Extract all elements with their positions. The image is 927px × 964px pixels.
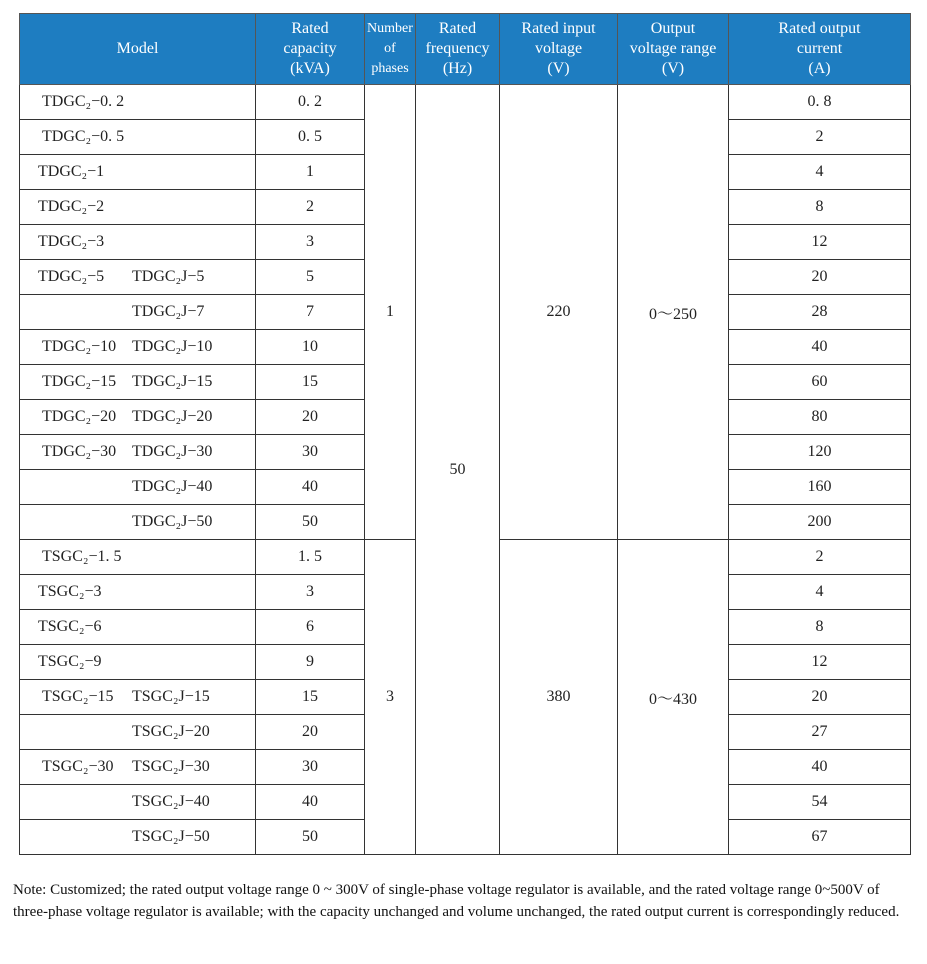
table-row bbox=[20, 85, 911, 120]
current-cell: 200 bbox=[729, 505, 911, 540]
model-secondary: TDGC₂J−7 bbox=[132, 303, 205, 320]
capacity-cell: 7 bbox=[256, 295, 365, 330]
capacity-cell: 20 bbox=[256, 715, 365, 750]
capacity-cell: 20 bbox=[256, 400, 365, 435]
model-secondary: TDGC₂J−20 bbox=[132, 408, 213, 425]
current-cell: 67 bbox=[729, 820, 911, 855]
current-cell: 20 bbox=[729, 680, 911, 715]
model-primary: TDGC₂−2 bbox=[38, 198, 105, 215]
header-frequency: Rated frequency (Hz) bbox=[416, 14, 500, 85]
current-cell: 28 bbox=[729, 295, 911, 330]
capacity-cell: 30 bbox=[256, 750, 365, 785]
header-row bbox=[20, 14, 911, 85]
current-cell: 8 bbox=[729, 610, 911, 645]
model-secondary: TDGC₂J−10 bbox=[132, 338, 213, 355]
current-cell: 12 bbox=[729, 645, 911, 680]
model-cell bbox=[20, 645, 256, 680]
model-cell bbox=[20, 610, 256, 645]
current-cell: 4 bbox=[729, 155, 911, 190]
model-cell bbox=[20, 715, 256, 750]
model-primary: TSGC₂−6 bbox=[38, 618, 102, 635]
model-secondary: TSGC₂J−20 bbox=[132, 723, 210, 740]
model-cell bbox=[20, 750, 256, 785]
input-voltage-three: 380 bbox=[500, 540, 618, 855]
model-cell bbox=[20, 435, 256, 470]
model-cell bbox=[20, 505, 256, 540]
header-phases: Number of phases bbox=[365, 14, 416, 85]
model-primary: TSGC₂−9 bbox=[38, 653, 102, 670]
phases-three: 3 bbox=[365, 540, 416, 855]
capacity-cell: 30 bbox=[256, 435, 365, 470]
model-secondary: TDGC₂J−15 bbox=[132, 373, 213, 390]
model-cell bbox=[20, 120, 256, 155]
header-capacity: Rated capacity (kVA) bbox=[256, 14, 365, 85]
current-cell: 2 bbox=[729, 120, 911, 155]
capacity-cell: 9 bbox=[256, 645, 365, 680]
frequency-cell: 50 bbox=[416, 85, 500, 855]
model-cell bbox=[20, 680, 256, 715]
model-cell bbox=[20, 785, 256, 820]
capacity-cell: 2 bbox=[256, 190, 365, 225]
header-output-range: Output voltage range (V) bbox=[618, 14, 729, 85]
model-primary: TDGC₂−3 bbox=[38, 233, 105, 250]
model-cell bbox=[20, 820, 256, 855]
model-cell bbox=[20, 330, 256, 365]
capacity-cell: 15 bbox=[256, 680, 365, 715]
header-output-current: Rated output current (A) bbox=[729, 14, 911, 85]
model-primary: TDGC₂−0. 5 bbox=[42, 128, 125, 145]
current-cell: 80 bbox=[729, 400, 911, 435]
current-cell: 20 bbox=[729, 260, 911, 295]
input-voltage-single: 220 bbox=[500, 85, 618, 540]
model-cell bbox=[20, 400, 256, 435]
output-range-single: 0～250 bbox=[618, 85, 729, 540]
capacity-cell: 1 bbox=[256, 155, 365, 190]
capacity-cell: 3 bbox=[256, 225, 365, 260]
model-secondary: TDGC₂J−50 bbox=[132, 513, 213, 530]
phases-single: 1 bbox=[365, 85, 416, 540]
model-cell bbox=[20, 470, 256, 505]
model-primary: TSGC₂−3 bbox=[38, 583, 102, 600]
current-cell: 120 bbox=[729, 435, 911, 470]
model-secondary: TDGC₂J−5 bbox=[132, 268, 205, 285]
model-cell bbox=[20, 155, 256, 190]
capacity-cell: 40 bbox=[256, 785, 365, 820]
spec-table bbox=[19, 13, 911, 855]
capacity-cell: 15 bbox=[256, 365, 365, 400]
model-primary: TDGC₂−1 bbox=[38, 163, 105, 180]
current-cell: 8 bbox=[729, 190, 911, 225]
current-cell: 54 bbox=[729, 785, 911, 820]
current-cell: 40 bbox=[729, 750, 911, 785]
header-input-voltage: Rated input voltage (V) bbox=[500, 14, 618, 85]
output-range-three: 0～430 bbox=[618, 540, 729, 855]
capacity-cell: 40 bbox=[256, 470, 365, 505]
current-cell: 60 bbox=[729, 365, 911, 400]
capacity-cell: 50 bbox=[256, 505, 365, 540]
capacity-cell: 3 bbox=[256, 575, 365, 610]
model-cell bbox=[20, 295, 256, 330]
model-primary: TSGC₂−1. 5 bbox=[42, 548, 122, 565]
model-secondary: TDGC₂J−40 bbox=[132, 478, 213, 495]
header-model: Model bbox=[20, 14, 256, 85]
capacity-cell: 1. 5 bbox=[256, 540, 365, 575]
current-cell: 2 bbox=[729, 540, 911, 575]
model-cell bbox=[20, 575, 256, 610]
model-primary: TDGC₂−0. 2 bbox=[42, 93, 125, 110]
model-primary: TDGC₂−15 bbox=[42, 373, 117, 390]
current-cell: 4 bbox=[729, 575, 911, 610]
capacity-cell: 6 bbox=[256, 610, 365, 645]
model-primary: TDGC₂−20 bbox=[42, 408, 117, 425]
model-primary: TDGC₂−5 bbox=[38, 268, 105, 285]
current-cell: 160 bbox=[729, 470, 911, 505]
current-cell: 27 bbox=[729, 715, 911, 750]
current-cell: 40 bbox=[729, 330, 911, 365]
model-primary: TDGC₂−10 bbox=[42, 338, 117, 355]
model-cell bbox=[20, 260, 256, 295]
model-secondary: TSGC₂J−30 bbox=[132, 758, 210, 775]
model-secondary: TSGC₂J−50 bbox=[132, 828, 210, 845]
footnote: Note: Customized; the rated output voltage range 0 ~ 300V of single-phase voltage regulator is available, and the rated voltage range 0~500V of three-phase voltage regulator is available; with the capacity unchanged and volume unchanged, the rated output current is correspondingly reduced. bbox=[13, 882, 900, 920]
model-secondary: TSGC₂J−15 bbox=[132, 688, 210, 705]
model-primary: TDGC₂−30 bbox=[42, 443, 117, 460]
model-cell bbox=[20, 540, 256, 575]
capacity-cell: 0. 2 bbox=[256, 85, 365, 120]
current-cell: 0. 8 bbox=[729, 85, 911, 120]
capacity-cell: 5 bbox=[256, 260, 365, 295]
model-primary: TSGC₂−15 bbox=[42, 688, 114, 705]
model-primary: TSGC₂−30 bbox=[42, 758, 114, 775]
capacity-cell: 0. 5 bbox=[256, 120, 365, 155]
model-cell bbox=[20, 225, 256, 260]
model-cell bbox=[20, 190, 256, 225]
model-secondary: TSGC₂J−40 bbox=[132, 793, 210, 810]
current-cell: 12 bbox=[729, 225, 911, 260]
capacity-cell: 10 bbox=[256, 330, 365, 365]
model-cell bbox=[20, 365, 256, 400]
model-secondary: TDGC₂J−30 bbox=[132, 443, 213, 460]
model-cell bbox=[20, 85, 256, 120]
capacity-cell: 50 bbox=[256, 820, 365, 855]
